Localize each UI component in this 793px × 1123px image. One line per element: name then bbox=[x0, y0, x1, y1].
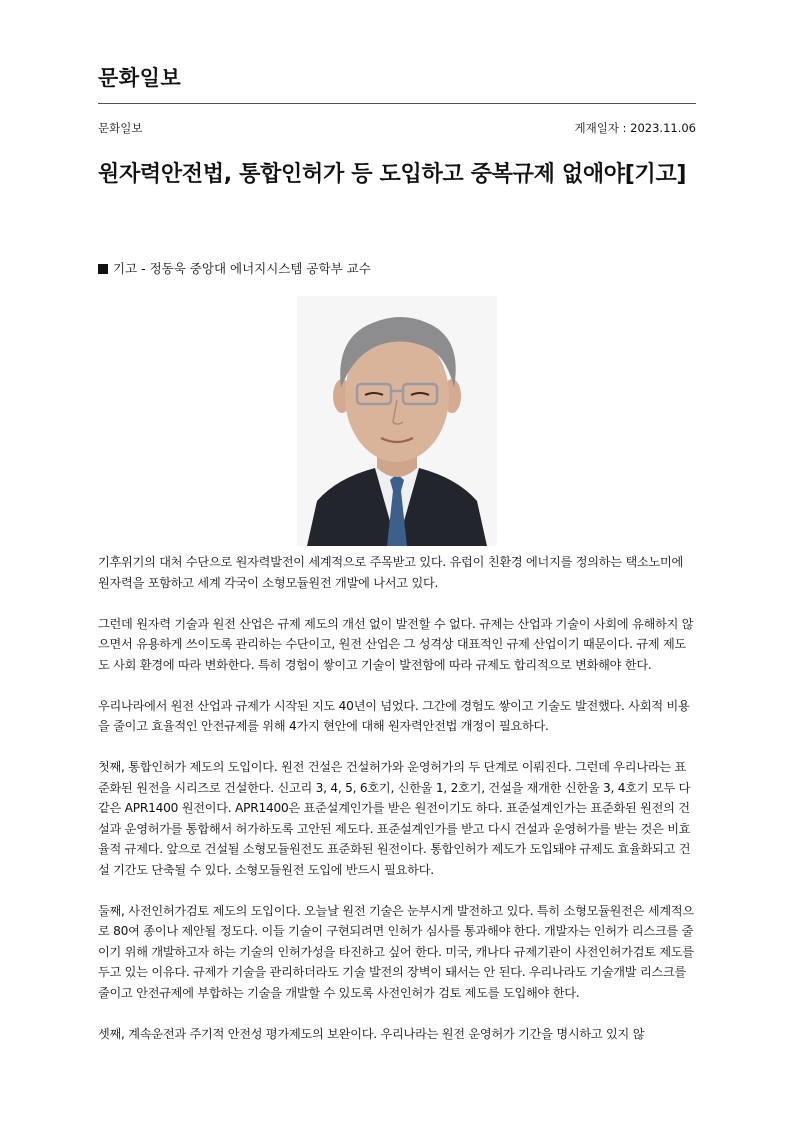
article-headline: 원자력안전법, 통합인허가 등 도입하고 중복규제 없애야[기고] bbox=[98, 162, 687, 187]
body-paragraph: 우리나라에서 원전 산업과 규제가 시작된 지도 40년이 넘었다. 그간에 경험도 쌓이고 기술도 발전했다. 사회적 비용을 줄이고 효율적인 안전규제를 위해 4가지 현안에 대해 원자력안전법 개정이 필요하다. bbox=[98, 698, 690, 733]
article-body bbox=[98, 552, 696, 1065]
header-divider bbox=[98, 103, 696, 104]
byline-text: 기고 - 정동욱 중앙대 에너지시스템 공학부 교수 bbox=[113, 261, 371, 276]
author-portrait-image bbox=[297, 296, 497, 546]
body-paragraph: 첫째, 통합인허가 제도의 도입이다. 원전 건설은 건설허가와 운영허가의 두 단계로 이뤄진다. 그런데 우리나라는 표준화된 원전을 시리즈로 건설한다. 신고리 3, 4, 5, 6호기, 신한울 1, 2호기, 건설을 재개한 신한울 3, 4호기 모두 다 같은 APR1400 원전이다. APR1400은 표준설계인가를 받은 원전이기도 하다. 표준설계인가는 표준화된 원전의 건설과 운영허가를 통합해서 허가하도록 고안된 제도다. 표준설계인가를 받고 다시 건설과 운영허가를 받는 것은 비효율적 규제다. 앞으로 건설될 소형모듈원전도 표준화된 원전이다. 통합인허가 제도가 도입돼야 규제도 효율화되고 건설 기간도 단축될 수 있다. 소형모듈원전 도입에 반드시 필요하다. bbox=[98, 760, 691, 877]
masthead-logo: 문화일보 bbox=[98, 66, 182, 90]
article-byline bbox=[98, 259, 371, 277]
body-paragraph: 둘째, 사전인허가검토 제도의 도입이다. 오늘날 원전 기술은 눈부시게 발전하고 있다. 특히 소형모듈원전은 세계적으로 80여 종이나 제안될 정도다. 이들 기술이 구현되려면 인허가 심사를 통과해야 한다. 개발자는 인허가 리스크를 줄이기 위해 개발하고자 하는 기술의 인허가성을 타진하고 싶어 한다. 미국, 캐나다 규제기관이 사전인허가검토 제도를 두고 있는 이유다. 규제가 기술을 관리하더라도 기술 발전의 장벽이 돼서는 안 된다. 우리나라도 기술개발 리스크를 줄이고 안전규제에 부합하는 기술을 개발할 수 있도록 사전인허가 검토 제도를 도입해야 한다. bbox=[98, 903, 694, 1000]
article-source: 문화일보 bbox=[98, 121, 143, 135]
author-photo bbox=[297, 296, 497, 546]
bullet-square-icon bbox=[98, 264, 108, 274]
body-paragraph: 그런데 원자력 기술과 원전 산업은 규제 제도의 개선 없이 발전할 수 없다. 규제는 산업과 기술이 사회에 유해하지 않으면서 유용하게 쓰이도록 관리하는 수단이고, 원전 산업은 그 성격상 대표적인 규제 산업이기 때문이다. 규제 제도도 사회 환경에 따라 변화한다. 특히 경험이 쌓이고 기술이 발전함에 따라 규제도 합리적으로 변화해야 한다. bbox=[98, 616, 694, 672]
body-paragraph: 셋째, 계속운전과 주기적 안전성 평가제도의 보완이다. 우리나라는 원전 운영허가 기간을 명시하고 있지 않 bbox=[98, 1026, 645, 1041]
publish-date: 게재일자 : 2023.11.06 bbox=[574, 121, 696, 135]
body-paragraph: 기후위기의 대처 수단으로 원자력발전이 세계적으로 주목받고 있다. 유럽이 친환경 에너지를 정의하는 택소노미에 원자력을 포함하고 세계 각국이 소형모듈원전 개발에 나서고 있다. bbox=[98, 555, 684, 590]
